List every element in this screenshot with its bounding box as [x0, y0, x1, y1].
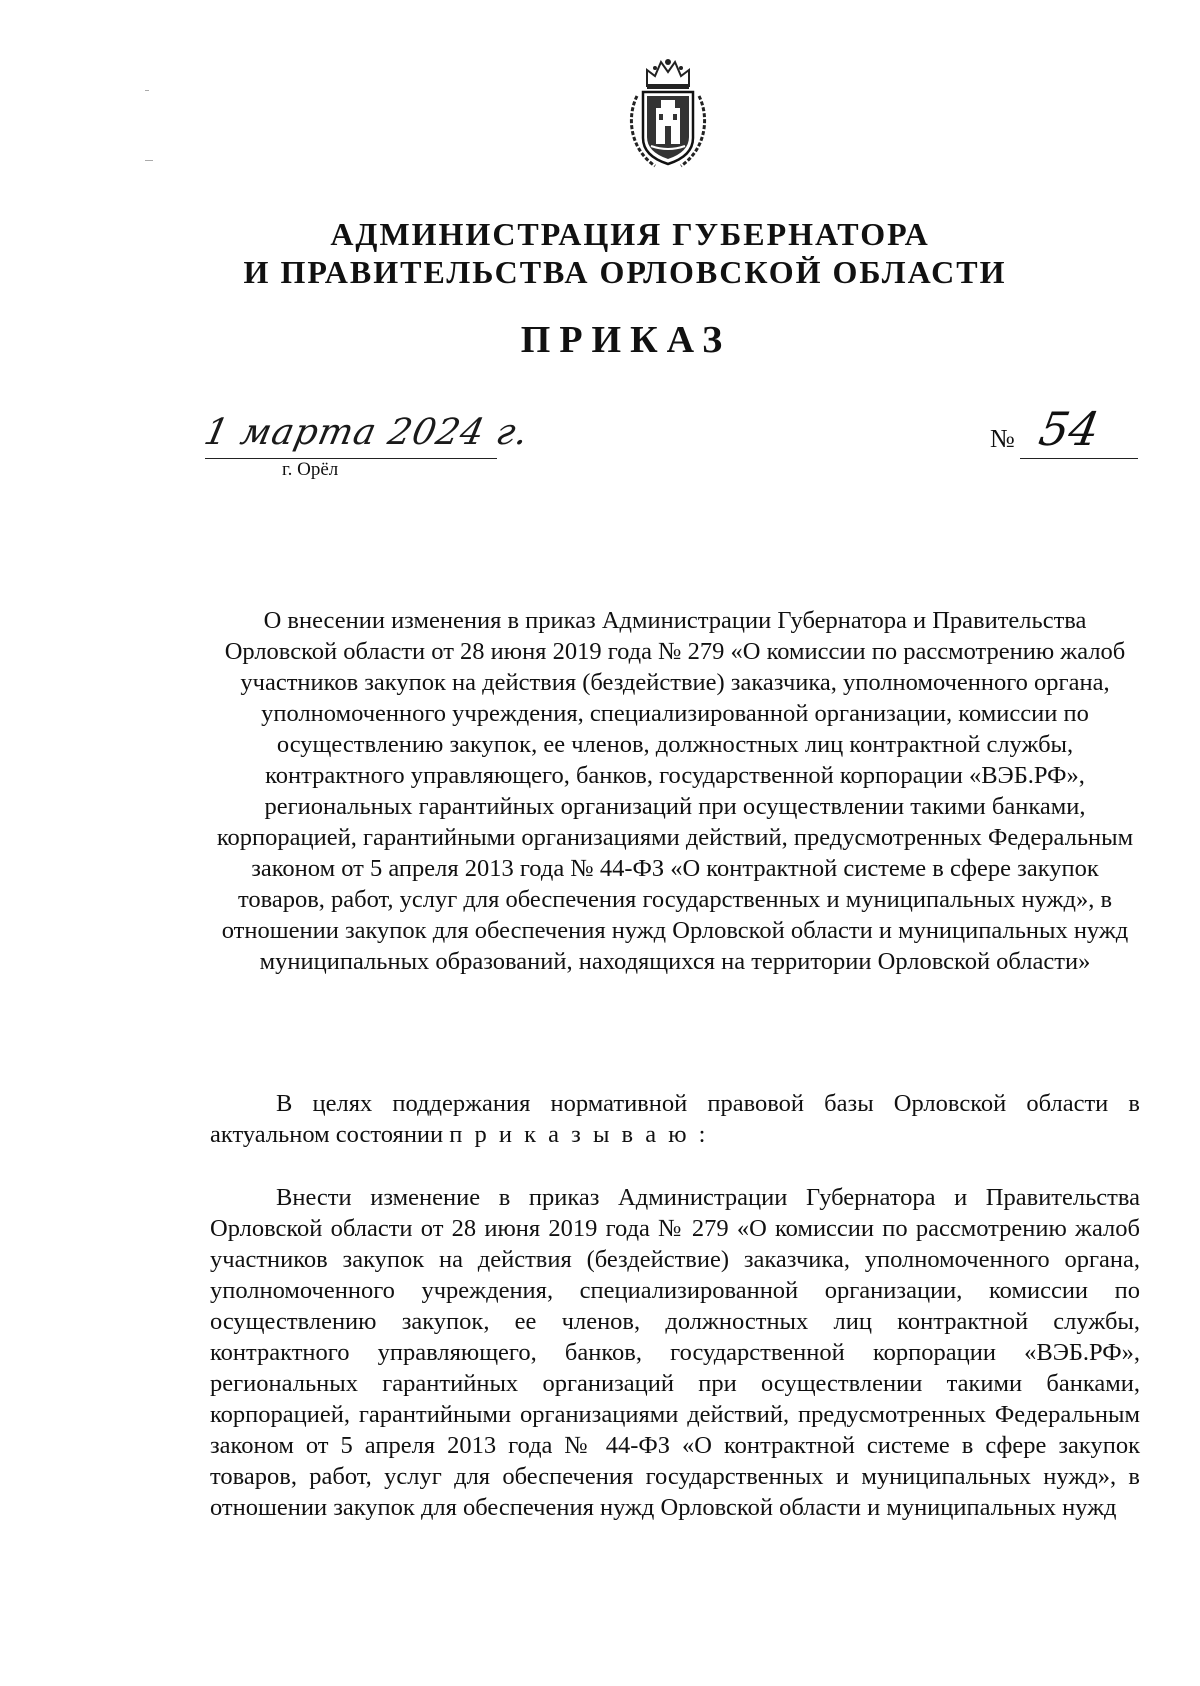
organization-title-line-1: АДМИНИСТРАЦИЯ ГУБЕРНАТОРА [330, 216, 930, 252]
coat-of-arms-icon [625, 56, 711, 174]
number-underline [1020, 458, 1138, 459]
order-subject: О внесении изменения в приказ Администрации Губернатора и Правительства Орловской области от 28 июня 2019 года № 279 «О комиссии по рассмотрению жалоб участников закупок на действия (бездействие) заказчика, уполномоченного органа, уполномоченного учреждения, специализированной организации, комиссии по осуществлению закупок, ее членов, должностных лиц контрактной службы, контрактного управляющего, банков, государственной корпорации «ВЭБ.РФ», региональных гарантийных организаций при осуществлении такими банками, корпорацией, гарантийными организациями действий, предусмотренных Федеральным законом от 5 апреля 2013 года № 44-ФЗ «О контрактной системе в сфере закупок товаров, работ, услуг для обеспечения государственных и муниципальных нужд», в отношении закупок для обеспечения нужд Орловской области и муниципальных нужд муниципальных образований, находящихся на территории Орловской области» [216, 607, 1134, 975]
order-word: п р и к а з ы в а ю : [449, 1121, 709, 1148]
number-sign: № [990, 424, 1015, 453]
document-type-title: ПРИКАЗ [520, 319, 732, 361]
preamble-paragraph [210, 1088, 1140, 1150]
date-underline [205, 458, 497, 459]
scan-mark [145, 90, 149, 91]
handwritten-number: 54 [1035, 402, 1104, 456]
organization-title-line-2: И ПРАВИТЕЛЬСТВА ОРЛОВСКОЙ ОБЛАСТИ [243, 254, 1007, 290]
main-paragraph: Внести изменение в приказ Администрации Губернатора и Правительства Орловской области от 28 июня 2019 года № 279 «О комиссии по рассмотрению жалоб участников закупок на действия (бездействие) заказчика, уполномоченного органа, уполномоченного учреждения, специализированной организации, комиссии по осуществлению закупок, ее членов, должностных лиц контрактной службы, контрактного управляющего, банков, государственной корпорации «ВЭБ.РФ», региональных гарантийных организаций при осуществлении такими банками, корпорацией, гарантийными организациями действий, предусмотренных Федеральным законом от 5 апреля 2013 года № 44-ФЗ «О контрактной системе в сфере закупок товаров, работ, услуг для обеспечения государственных и муниципальных нужд», в отношении закупок для обеспечения нужд Орловской области и муниципальных нужд [210, 1184, 1140, 1521]
preamble-text: В целях поддержания нормативной правовой базы Орловской области в актуальном состоянии [210, 1090, 1140, 1148]
city-label: г. Орёл [282, 459, 339, 480]
handwritten-date: 1 марта 2024 г. [200, 412, 533, 453]
scan-mark [145, 160, 153, 161]
